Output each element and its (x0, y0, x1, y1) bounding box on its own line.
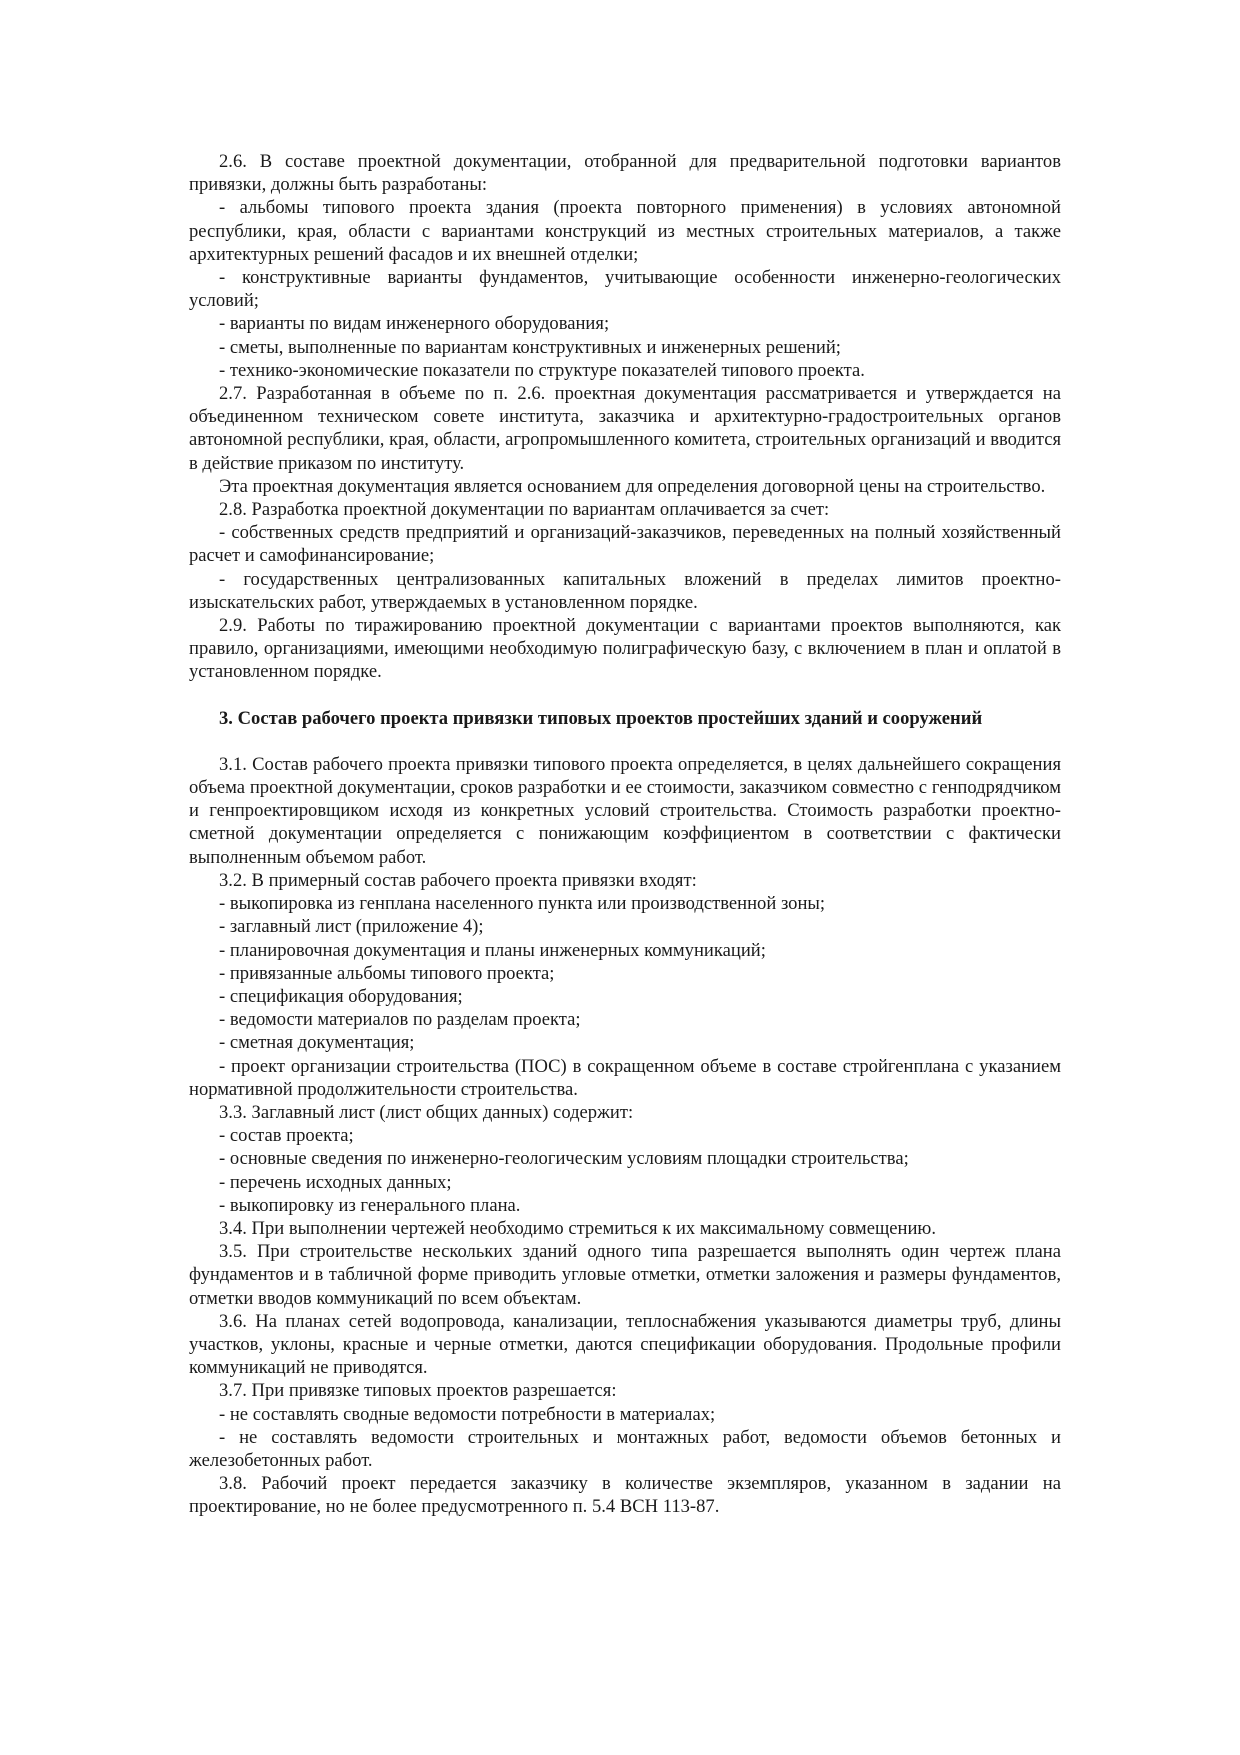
list-item: - сметы, выполненные по вариантам конструктивных и инженерных решений; (219, 336, 841, 358)
paragraph-3-7: 3.7. При привязке типовых проектов разрешается: (219, 1380, 617, 1402)
list-item: - не составлять ведомости строительных и монтажных работ, ведомости объемов бетонных и железобетонных работ. (189, 1426, 1061, 1471)
list-item: - привязанные альбомы типового проекта; (219, 962, 555, 984)
list-item: - заглавный лист (приложение 4); (219, 916, 484, 938)
paragraph-2-7: 2.7. Разработанная в объеме по п. 2.6. проектная документация рассматривается и утверждается на объединенном техническом совете института, заказчика и архитектурно-градостроительных органов автономной республики, края, области, агропромышленного комитета, строительных организаций и вводится в действие приказом по институту. (189, 383, 1061, 474)
list-item: - технико-экономические показатели по структуре показателей типового проекта. (219, 359, 865, 381)
list-item: - ведомости материалов по разделам проекта; (219, 1009, 581, 1031)
paragraph-2-6: 2.6. В составе проектной документации, отобранной для предварительной подготовки вариантов привязки, должны быть разработаны: (189, 151, 1061, 196)
list-item: - выкопировка из генплана населенного пункта или производственной зоны; (219, 893, 826, 915)
list-item: - сметная документация; (219, 1032, 415, 1054)
paragraph-3-3: 3.3. Заглавный лист (лист общих данных) содержит: (219, 1101, 634, 1123)
paragraph-3-8: 3.8. Рабочий проект передается заказчику в количестве экземпляров, указанном в задании на проектирование, но не более предусмотренного п. 5.4 ВСН 113-87. (189, 1473, 1061, 1518)
list-item: - варианты по видам инженерного оборудования; (219, 313, 610, 335)
list-item: - планировочная документация и планы инженерных коммуникаций; (219, 939, 766, 961)
paragraph-2-8: 2.8. Разработка проектной документации по вариантам оплачивается за счет: (219, 499, 830, 521)
paragraph-3-2: 3.2. В примерный состав рабочего проекта привязки входят: (219, 869, 697, 891)
list-item: - выкопировку из генерального плана. (219, 1194, 521, 1216)
list-item: - альбомы типового проекта здания (проекта повторного применения) в условиях автономной республики, края, области с вариантами конструкций из местных строительных материалов, а также архитектурных решений фасадов и их внешней отделки; (189, 197, 1061, 265)
paragraph-3-5: 3.5. При строительстве нескольких зданий одного типа разрешается выполнять один чертеж плана фундаментов и в табличной форме приводить угловые отметки, отметки заложения и размеры фундаментов, отметки вводов коммуникаций по всем объектам. (189, 1241, 1061, 1309)
paragraph-3-6: 3.6. На планах сетей водопровода, канализации, теплоснабжения указываются диаметры труб, длины участков, уклоны, красные и черные отметки, даются спецификации оборудования. Продольные профили коммуникаций не приводятся. (189, 1310, 1061, 1379)
list-item: - не составлять сводные ведомости потребности в материалах; (219, 1403, 716, 1425)
list-item: - конструктивные варианты фундаментов, учитывающие особенности инженерно-геологических условий; (189, 267, 1061, 312)
paragraph-3-1: 3.1. Состав рабочего проекта привязки типового проекта определяется, в целях дальнейшего сокращения объема проектной документации, сроков разработки и ее стоимости, заказчиком совместно с генподрядчиком и генпроектировщиком исходя из конкретных условий строительства. Стоимость разработки проектно-сметной документации определяется с понижающим коэффициентом в соответствии с фактически выполненным объемом работ. (189, 753, 1061, 868)
paragraph-3-4: 3.4. При выполнении чертежей необходимо стремиться к их максимальному совмещению. (219, 1217, 936, 1239)
section-heading: 3. Состав рабочего проекта привязки типовых проектов простейших зданий и сооружений (219, 707, 983, 729)
list-item: - проект организации строительства (ПОС) в сокращенном объеме в составе стройгенплана с указанием нормативной продолжительности строительства. (189, 1055, 1061, 1100)
paragraph-2-9: 2.9. Работы по тиражированию проектной документации с вариантами проектов выполняются, как правило, организациями, имеющими необходимую полиграфическую базу, с включением в план и оплатой в установленном порядке. (189, 615, 1061, 683)
document-page (189, 150, 1061, 1519)
list-item: - собственных средств предприятий и организаций-заказчиков, переведенных на полный хозяйственный расчет и самофинансирование; (189, 522, 1061, 567)
list-item: - государственных централизованных капитальных вложений в пределах лимитов проектно-изыскательских работ, утверждаемых в установленном порядке. (189, 568, 1061, 613)
list-item: - перечень исходных данных; (219, 1171, 452, 1193)
paragraph: Эта проектная документация является основанием для определения договорной цены на строительство. (219, 475, 1046, 497)
list-item: - состав проекта; (219, 1125, 354, 1147)
list-item: - спецификация оборудования; (219, 985, 463, 1007)
list-item: - основные сведения по инженерно-геологическим условиям площадки строительства; (219, 1148, 909, 1170)
